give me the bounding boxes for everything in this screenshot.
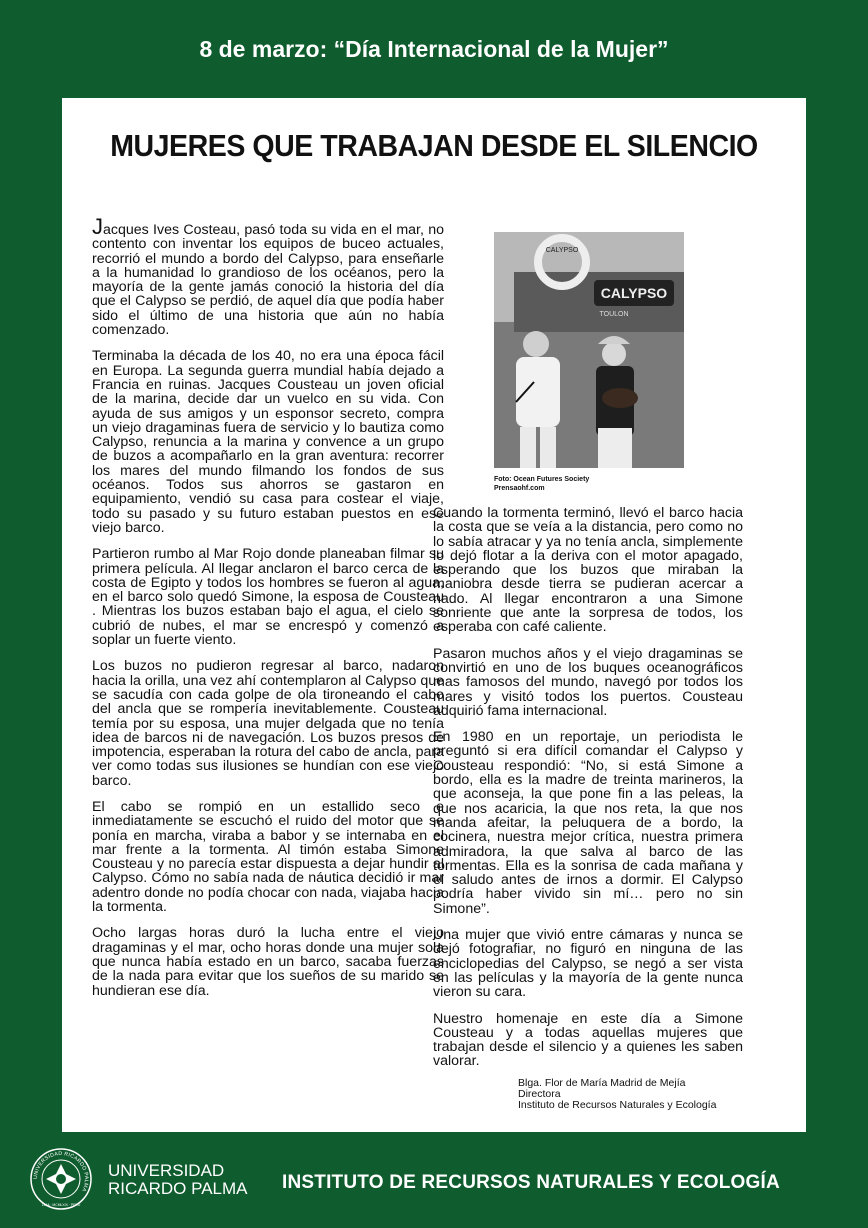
- paragraph: Jacques Ives Costeau, pasó toda su vida en el mar, no contento con inventar los equipos de buceo actuales, recorrió el mundo a bordo del Calypso, para enseñarle a la humanidad lo grandioso de los océanos, pero la mayoría de la gente jamás conoció la historia del día que el Calypso se perdió, de aquel día que podía haber sido el último de una historia que aún no había comenzado.: [92, 214, 444, 339]
- article-left-column: [92, 214, 444, 1010]
- paragraph: Nuestro homenaje en este día a Simone Cousteau y a todas aquellas mujeres que trabajan desde el silencio y a quienes les saben valorar.: [433, 1010, 743, 1070]
- svg-text:LIMA · MCMLXIX · PERÚ: LIMA · MCMLXIX · PERÚ: [41, 1203, 81, 1207]
- cousteau-photo: [494, 232, 684, 468]
- paragraph: Terminaba la década de los 40, no era una época fácil en Europa. La segunda guerra mundial había dejado a Francia en ruinas. Jacques Cousteau un joven oficial de la marina, decide dar un vuelco en su vida. Con ayuda de sus amigos y un esponsor secreto, compra un viejo dragaminas fuera de servicio y lo bautiza como Calypso, renuncia a la marina y convence a un grupo de buzos a acompañarlo en la gran aventura: recorrer los mares del mundo filmando los fondos de sus océanos. Todos sus ahorros se gastaron en equipamiento, vendió su casa para costear el viaje, todo su pasado y su futuro estaban puestos en ese viejo barco.: [92, 348, 444, 536]
- page-header-title: 8 de marzo: “Día Internacional de la Mujer”: [199, 36, 669, 62]
- svg-text:CALYPSO: CALYPSO: [600, 285, 668, 301]
- article-right-column: [433, 506, 743, 1081]
- signature-role: Directora: [518, 1088, 561, 1100]
- article-headline: MUJERES QUE TRABAJAN DESDE EL SILENCIO: [110, 128, 758, 163]
- paragraph: El cabo se rompió en un estallido seco e inmediatamente se escuchó el ruido del motor que se ponía en marcha, viraba a babor y se internaba en el mar frente a la tormenta. Al timón estaba Simone Cousteau y no parecía estar dispuesta a dejar hundir al Calypso. Cómo no sabía nada de náutica decidió ir mar adentro donde no podía chocar con nada, viajaba hacia la tormenta.: [92, 798, 444, 916]
- svg-text:UNIVERSIDAD RICARDO PALMA: UNIVERSIDAD RICARDO PALMA: [32, 1150, 90, 1193]
- paragraph: Cuando la tormenta terminó, llevó el barco hacia la costa que se veía a la distancia, pero como no lo sabía atracar y ya no tenía ancla, simplemente lo dejó flotar a la deriva con el motor apagado, esperando que los buzos que miraban la maniobra desde tierra se pudieran acercar a nado. Al llegar encontraron a una Simone sonriente que ante la sorpresa de todos, los esperaba con café caliente.: [433, 505, 743, 636]
- paragraph: Ocho largas horas duró la lucha entre el viejo dragaminas y el mar, ocho horas donde una mujer sola que nunca había estado en un barco, sacaba fuerzas de la nada para evitar que los sueños de su marido se hundieran ese día.: [92, 925, 444, 999]
- article-panel: [62, 98, 806, 1132]
- photo-illustration: [494, 232, 684, 468]
- photo-caption: Foto: Ocean Futures Society Prensaohf.com: [494, 476, 590, 492]
- paragraph: Partieron rumbo al Mar Rojo donde planeaban filmar su primera película. Al llegar anclaron el barco cerca de la costa de Egipto y todos los hombres se fueron al agua, en el barco solo quedó Simone, la esposa de Cousteau . Mientras los buzos estaban bajo el agua, el cielo se cubrió de nubes, el mar se encrespó y comenzó a soplar un fuerte viento.: [92, 546, 444, 649]
- signature-org: Instituto de Recursos Naturales y Ecología: [518, 1099, 717, 1111]
- svg-text:CALYPSO: CALYPSO: [545, 247, 579, 254]
- paragraph: En 1980 en un reportaje, un periodista le preguntó si era difícil comandar el Calypso y Cousteau respondió: “No, si está Simone a bordo, ella es la madre de treinta marineros, la que aconseja, la que pone fin a las peleas, la que nos acaricia, la que nos reta, la que nos manda afeitar, la peluquera de a bordo, la cocinera, nuestra mejor crítica, nuestra primera admiradora, la que salva al barco de las tormentas. Ella es la sonrisa de cada mañana y el saludo antes de irnos a dormir. El Calypso podría haber vivido sin mí… pero no sin Simone”.: [433, 729, 743, 917]
- signature-block: [518, 1078, 716, 1111]
- institute-name: INSTITUTO DE RECURSOS NATURALES Y ECOLOGÍA: [282, 1172, 780, 1193]
- university-name: UNIVERSIDAD RICARDO PALMA: [108, 1161, 248, 1198]
- svg-text:TOULON: TOULON: [599, 311, 629, 318]
- university-seal-logo: [30, 1148, 92, 1210]
- paragraph: Una mujer que vivió entre cámaras y nunca se dejó fotografiar, no figuró en ninguna de las enciclopedias del Calypso, se negó a ser vista en las películas y la mayoría de la gente nunca vieron su cara.: [433, 927, 743, 1001]
- dropcap: J: [92, 214, 103, 239]
- signature-name: Blga. Flor de María Madrid de Mejía: [518, 1077, 686, 1089]
- paragraph: Pasaron muchos años y el viejo dragaminas se convirtió en uno de los buques oceanográficos mas famosos del mundo, navegó por todos los mares y visitó todos los puertos. Cousteau adquirió fama internacional.: [433, 645, 743, 719]
- paragraph: Los buzos no pudieron regresar al barco, nadaron hacia la orilla, una vez ahí contemplaron al Calypso que se sacudía con cada golpe de ola tironeando el cabo del ancla que se rompería inevitablemente. Cousteau temía por su esposa, una mujer delgada que no tenía idea de barcos ni de navegación. Los buzos presos de impotencia, esperaban la rotura del cabo de ancla, para ver como todas sus ilusiones se hundían con ese viejo barco.: [92, 658, 444, 789]
